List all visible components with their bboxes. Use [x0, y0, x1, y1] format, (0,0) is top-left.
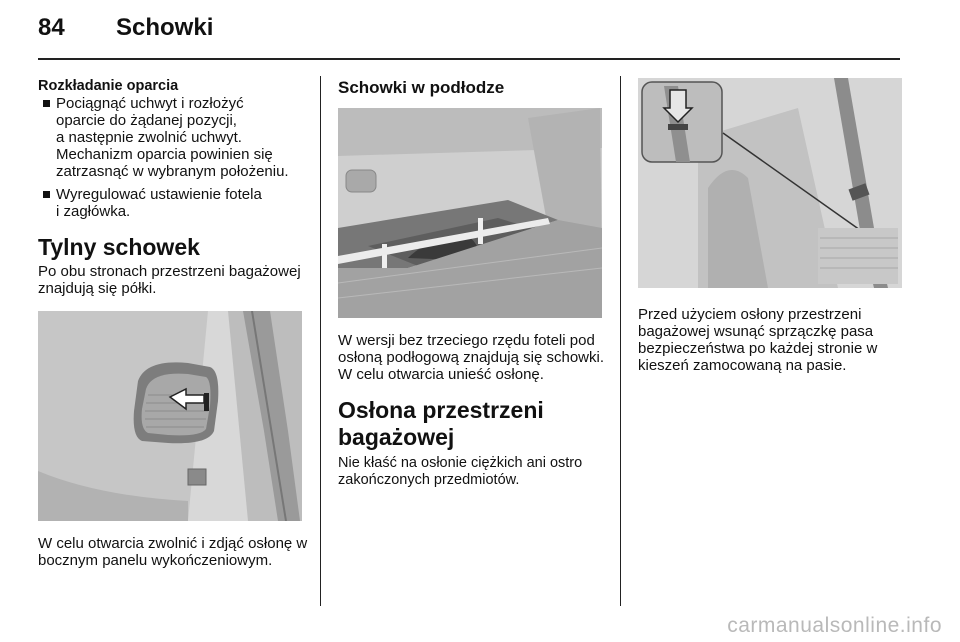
- watermark: carmanualsonline.info: [727, 614, 942, 637]
- instruction-item: Pociągnąć uchwyt i rozłożyć oparcie do żądanej pozycji, a następnie zwolnić uchwyt. Mechanizm oparcia powinien się zatrzasnąć w wybranym położeniu.: [38, 95, 308, 180]
- caption-floor-storage: W wersji bez trzeciego rzędu foteli pod osłoną podłogową znajdują się schowki. W celu otwarcia unieść osłonę.: [338, 332, 605, 383]
- column-3: [638, 78, 908, 374]
- column-1: [38, 78, 308, 569]
- intro-rear-storage: Po obu stronach przestrzeni bagażowej znajdują się półki.: [38, 263, 301, 297]
- floor-storage-illustration: [338, 108, 602, 318]
- caption-side-panel: W celu otwarcia zwolnić i zdjąć osłonę w bocznym panelu wykończeniowym.: [38, 535, 308, 569]
- page-title: Schowki: [116, 14, 214, 41]
- warning-luggage-cover: Nie kłaść na osłonie ciężkich ani ostro zakończonych przedmiotów.: [338, 455, 583, 488]
- column-divider-1: [320, 76, 321, 606]
- heading-luggage-cover: Osłona przestrzeni bagażowej: [338, 397, 544, 450]
- subheading-seat-folding: Rozkładanie oparcia: [38, 78, 179, 94]
- heading-floor-storage: Schowki w podłodze: [338, 78, 505, 97]
- column-2: [338, 78, 608, 489]
- header-rule: [38, 58, 900, 60]
- instruction-list: [38, 95, 308, 220]
- column-divider-2: [620, 76, 621, 606]
- instruction-item: Wyregulować ustawienie fotela i zagłówka.: [38, 186, 308, 220]
- side-panel-storage-illustration: [38, 311, 302, 521]
- page-number: 84: [38, 14, 65, 41]
- heading-rear-storage: Tylny schowek: [38, 234, 200, 260]
- caption-seat-belt: Przed użyciem osłony przestrzeni bagażowej wsunąć sprzączkę pasa bezpieczeństwa po każdej stronie w kieszeń zamocowaną na pasie.: [638, 306, 878, 374]
- page-header: [38, 14, 908, 50]
- seat-belt-buckle-illustration: [638, 78, 902, 288]
